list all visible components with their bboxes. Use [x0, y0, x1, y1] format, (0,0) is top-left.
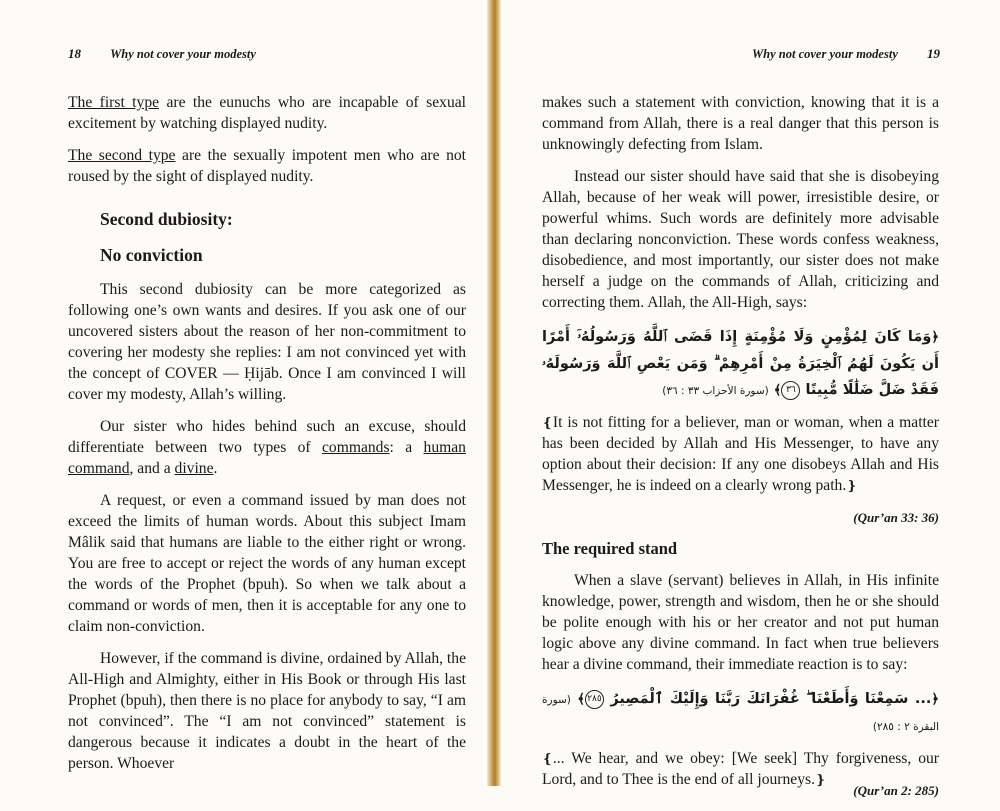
arabic-verse-text: ... سَمِعْنَا وَأَطَعْنَا ۖ غُفْرَانَكَ رَبَّنَا وَإِلَيْكَ ٱلْمَصِيرُ: [610, 691, 932, 707]
left-page-number: 18: [68, 46, 81, 61]
first-type-text: are the eunuchs who are incapable of sexual excitement by watching displayed nudity.: [68, 94, 466, 132]
citation-2-285: (Qur’an 2: 285): [853, 783, 939, 798]
right-running-header: [752, 46, 940, 62]
paragraph-second-type: [68, 145, 466, 187]
paragraph-continuation: makes such a statement with conviction, knowing that it is a command from Allah, there is a real danger that this person is unknowingly defecting from Islam.: [542, 94, 939, 153]
section-heading: [68, 207, 466, 268]
text-span: , and a: [129, 460, 175, 477]
ornament-open-icon: ❴: [542, 751, 553, 766]
heading-required-stand: The required stand: [542, 539, 678, 558]
ornament-close-icon: ﴾: [577, 692, 585, 707]
paragraph-dubiosity-intro: This second dubiosity can be more categorized as following one’s own wants and desires. If you ask one of our uncovered sisters about the reason of her non-commitment to covering her modesty she replies: I am not convinced yet with the concept of COVER — Ḥijāb. Once I am convinced I will cover my modesty, Allah’s willing.: [68, 281, 466, 403]
paragraph-sister-should: Instead our sister should have said that she is disobeying Allah, because of her weak will power, irresistible desire, or powerful whims. Such words are definitely more advisable than declaring nonconviction. These words confess weakness, disobedience, and most importantly, our sister does not make herself a judge on the commands of Allah, criticizing and correcting them. Allah, the All-High, says:: [542, 168, 939, 311]
right-page-number: 19: [927, 46, 940, 61]
paragraph-divine-command: However, if the command is divine, ordained by Allah, the All-High and Almighty, either in His Book or through His last Prophet (bpuh), then there is no place for anybody to say, “I am not convinced”. The “I am not convinced” statement is dangerous because it indicates a doubt in the heart of the person. Whoever: [68, 650, 466, 772]
right-body: [542, 92, 939, 811]
text-span: Our sister who hides behind such an excuse, should differentiate between two types of: [68, 418, 466, 456]
second-type-text: are the sexually impotent men who are not roused by the sight of displayed nudity.: [68, 147, 466, 185]
text-span: : a: [389, 439, 424, 456]
underlined-commands: commands: [321, 439, 390, 456]
translation-33-36: [542, 412, 939, 496]
ornament-open-icon: ﴿: [931, 692, 939, 707]
ornament-open-icon: ﴿: [931, 330, 939, 345]
second-type-label: The second type: [68, 147, 176, 164]
right-page: [506, 0, 1000, 798]
quran-verse-arabic-2-285: [542, 686, 939, 740]
left-page: [0, 0, 490, 786]
arabic-surah-reference: (سورة البقرة ٢ : ٢٨٥): [542, 694, 939, 733]
first-type-label: The first type: [68, 94, 160, 111]
text-span: .: [213, 460, 218, 477]
ornament-close-icon: ﴾: [773, 383, 782, 398]
ornament-close-icon: ❵: [814, 772, 826, 787]
paragraph-human-command: A request, or even a command issued by man does not exceed the limits of human words. About this subject Imam Mâlik said that humans are liable to the either right or wrong. You are free to accept or reject the words of any human except the words of the Prophet (bpuh). So when we talk about a command or words of men, then it is acceptable for any one to claim non-conviction.: [68, 492, 466, 635]
underlined-divine: divine: [174, 460, 214, 477]
paragraph-slave-believes: When a slave (servant) believes in Allah, in His infinite knowledge, power, strength and wisdom, then he or she should be polite enough with his or her creator and not put human logic above any divine command. In fact when true believers hear a divine command, their immediate reaction is to say:: [542, 572, 939, 673]
ornament-open-icon: ❴: [542, 415, 553, 430]
heading-no-conviction: No conviction: [100, 245, 203, 265]
ornament-close-icon: ❵: [846, 478, 858, 493]
heading-second-dubiosity: Second dubiosity:: [100, 209, 233, 229]
citation-33-36: (Qur’an 33: 36): [853, 510, 939, 525]
left-running-header: [68, 46, 256, 62]
ayah-number-marker: ٣٦: [781, 381, 800, 400]
underlined-human-command: human command: [68, 439, 466, 477]
translation-text: ... We hear, and we obey: [We seek] Thy forgiveness, our Lord, and to Thee is the end of all journeys.: [542, 750, 939, 788]
paragraph-two-commands: [68, 416, 466, 479]
paragraph-first-type: [68, 92, 466, 134]
right-header-title: Why not cover your modesty: [752, 47, 898, 61]
left-body: [68, 92, 466, 785]
translation-text: It is not fitting for a believer, man or woman, when a matter has been decided by Allah and His Messenger, to have any option about their decision: If any one disobeys Allah and His Messenger, he is indeed on a clearly wrong path.: [542, 414, 939, 494]
book-spine: [487, 0, 501, 786]
ayah-number-marker: ٢٨٥: [585, 690, 604, 709]
arabic-surah-reference: (سورة الأحزاب ٣٣ : ٣٦): [662, 385, 769, 397]
left-header-title: Why not cover your modesty: [110, 47, 256, 61]
quran-verse-arabic-33-36: [542, 324, 939, 404]
arabic-verse-text: وَمَا كَانَ لِمُؤْمِنٍ وَلَا مُؤْمِنَةٍ إِذَا قَضَى ٱللَّهُ وَرَسُولُهُۥٓ أَمْرًا أَن يَكُونَ لَهُمُ ٱلْخِيَرَةُ مِنْ أَمْرِهِمْ ۗ وَمَن يَعْصِ ٱللَّهَ وَرَسُولَهُۥ فَقَدْ ضَلَّ ضَلَٰلًا مُّبِينًا: [542, 329, 939, 398]
